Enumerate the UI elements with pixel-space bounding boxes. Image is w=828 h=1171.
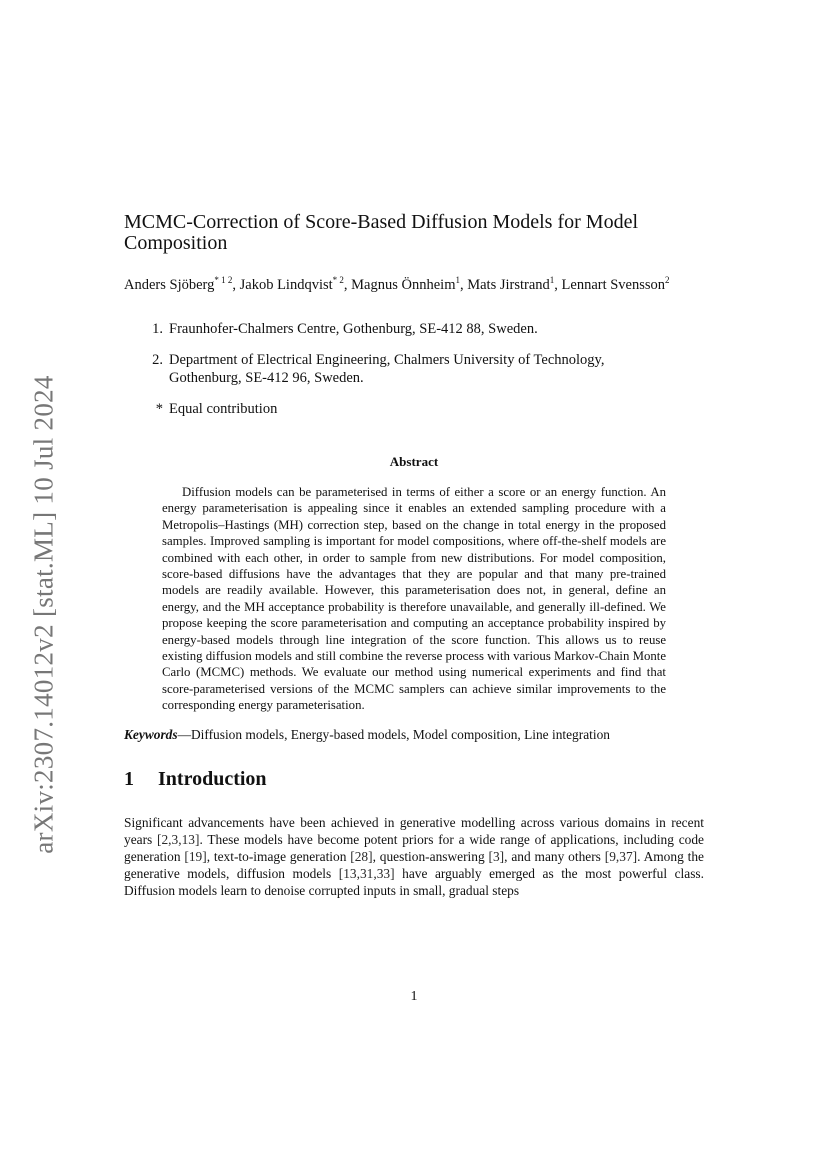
affiliation-list <box>124 320 704 418</box>
intro-text: , text-to-image generation <box>206 848 351 864</box>
citation-link[interactable]: [19] <box>184 848 207 864</box>
intro-text: . These models have become potent priors for a wide range of applications, including code generation <box>124 831 704 864</box>
citation-link[interactable]: [13,31,33] <box>338 865 395 881</box>
affiliation-mark: 1. <box>152 321 163 337</box>
paper-title: MCMC-Correction of Score-Based Diffusion Models for Model Composition <box>124 211 639 254</box>
author-name: Lennart Svensson <box>561 277 666 293</box>
author-sup: 2 <box>665 275 670 285</box>
keywords-line <box>124 726 704 744</box>
affiliation-text: Equal contribution <box>169 401 278 417</box>
keywords-text: Diffusion models, Energy-based models, Model composition, Line integration <box>190 726 610 742</box>
affiliation-text: Department of Electrical Engineering, Chalmers University of Technology, Gothenburg, SE-412 96, Sweden. <box>169 352 605 386</box>
affiliation-item <box>124 320 704 338</box>
author-sup: * 2 <box>332 275 344 285</box>
author-name: Anders Sjöberg <box>124 277 215 293</box>
author-sup: 1 <box>549 275 555 285</box>
author-list: Anders Sjöberg$^{* 1 2}$, Jakob Lindqvist$^{* 2}$, Magnus Önnheim$^1$, Mats Jirstrand$^1$, Lennart Svensson$^2$ <box>124 275 670 293</box>
abstract-body: Diffusion models can be parameterised in terms of either a score or an energy function. An energy parameterisation is appealing since it enables an extended sampling procedure with a Metropolis–Hastings (MH) correction step, based on the change in total energy in the proposed samples. Improved sampling is important for model compositions, where off-the-shelf models are combined with each other, in order to sample from new distributions. For model composition, score-based diffusions have the advantages that they are popular and that many pre-trained models are readily available. However, this parameterisation does not, in general, define an energy, and the MH acceptance probability is therefore unavailable, and generally ill-defined. We propose keeping the score parameterisation and computing an acceptance probability inspired by energy-based models through line integration of the score function. This allows us to reuse existing diffusion models and still combine the reverse process with various Markov-Chain Monte Carlo (MCMC) methods. We evaluate our method using numerical experiments and find that score-parameterised versions of the MCMC samplers can achieve similar improvements to the corresponding energy parameterisation. <box>162 485 666 713</box>
paper-page <box>124 212 704 912</box>
intro-text: , and many others <box>504 848 605 864</box>
affiliation-mark: * <box>155 401 163 417</box>
author-name: Jakob Lindqvist <box>239 277 333 293</box>
arxiv-stamp <box>24 368 64 860</box>
author-sup: 1 <box>455 275 460 285</box>
section-heading <box>124 768 704 791</box>
affiliation-item <box>124 351 704 387</box>
intro-text: Significant advancements have been achieved in generative modelling across various domains in recent years <box>124 814 704 847</box>
affiliation-item <box>124 400 704 418</box>
section-number: 1 <box>124 767 134 790</box>
intro-text: have arguably emerged as the most powerful class. Diffusion models learn to denoise corrupted inputs in small, gradual steps <box>124 865 704 898</box>
citation-link[interactable]: [28] <box>350 848 373 864</box>
author-name: Mats Jirstrand <box>467 277 550 293</box>
author-sup: * 1 2 <box>214 275 233 285</box>
intro-paragraph <box>124 814 704 899</box>
section-title: Introduction <box>158 767 267 790</box>
citation-link[interactable]: [3] <box>488 848 505 864</box>
abstract-heading: Abstract <box>389 454 439 469</box>
author-name: Magnus Önnheim <box>351 277 456 293</box>
affiliation-text: Fraunhofer-Chalmers Centre, Gothenburg, SE-412 88, Sweden. <box>169 321 538 337</box>
citation-link[interactable]: [2,3,13] <box>157 831 200 847</box>
citation-link[interactable]: [9,37] <box>604 848 638 864</box>
intro-text: , question-answering <box>372 848 489 864</box>
affiliation-mark: 2. <box>152 352 163 368</box>
keywords-label: Keywords <box>124 726 178 742</box>
keywords-dash: — <box>177 726 191 742</box>
arxiv-stamp-text: arXiv:2307.14012v2 [stat.ML] 10 Jul 2024 <box>28 374 59 854</box>
intro-text: . Among the generative models, diffusion models <box>124 848 704 881</box>
abstract-section <box>124 454 704 714</box>
page-number: 1 <box>410 989 418 1004</box>
